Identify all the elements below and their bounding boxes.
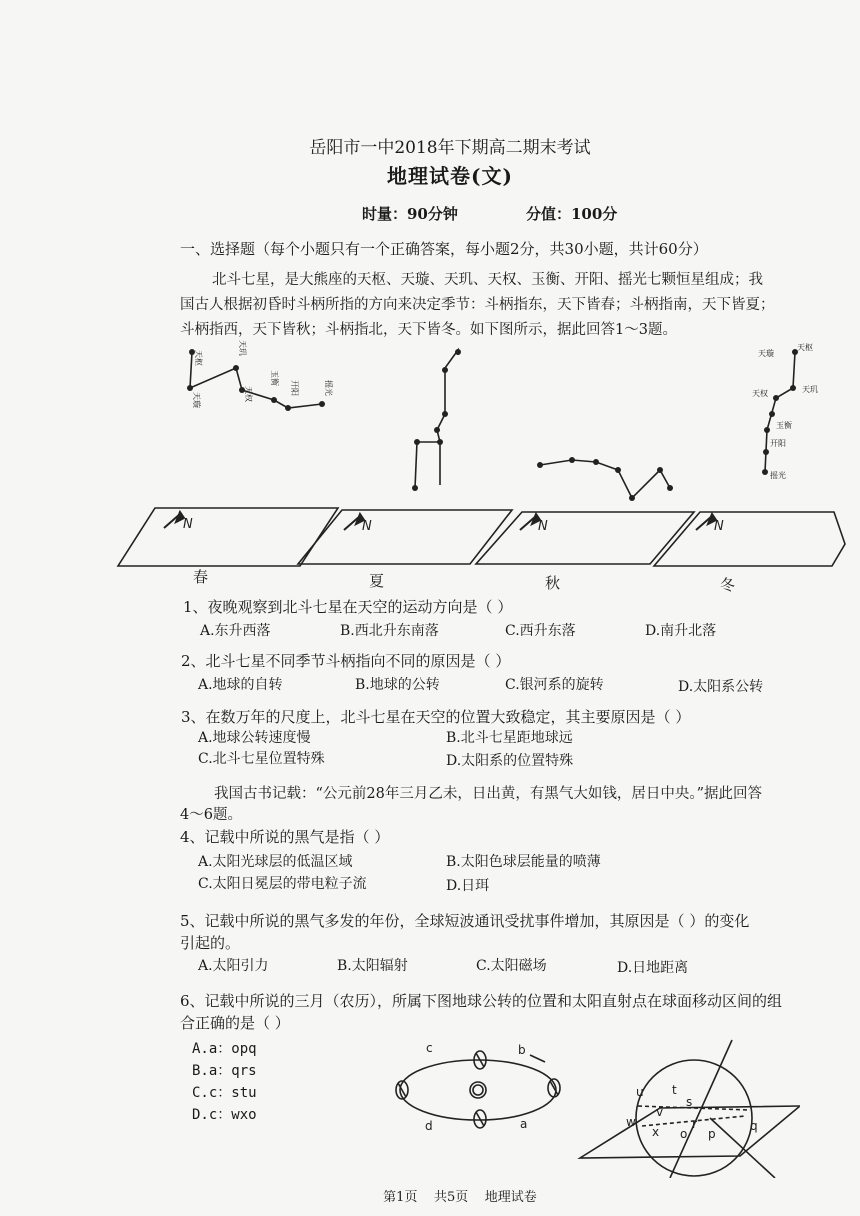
svg-text:r: r	[692, 1117, 697, 1131]
svg-text:x: x	[652, 1125, 660, 1139]
svg-text:天权: 天权	[752, 389, 768, 398]
season-summer: 夏	[369, 572, 385, 590]
svg-text:o: o	[680, 1127, 688, 1141]
dipper-autumn	[540, 460, 670, 498]
time-limit: 时量：90分钟	[362, 205, 458, 223]
passage-2-line-2: 4～6题。	[180, 807, 242, 823]
question-6-cont: 合正确的是（ ）	[180, 1014, 290, 1032]
svg-text:摇光: 摇光	[770, 471, 786, 480]
question-2: 2、北斗七星不同季节斗柄指向不同的原因是（ ）	[181, 652, 511, 670]
footer-total: 共5页	[433, 1190, 469, 1205]
q3-option-a: A.地球公转速度慢	[198, 730, 311, 746]
season-spring: 春	[193, 568, 209, 586]
orbit-label-b: b	[518, 1043, 526, 1057]
q4-option-d: D.日珥	[446, 878, 490, 894]
svg-text:v: v	[656, 1105, 664, 1119]
q3-option-d: D.太阳系的位置特殊	[446, 753, 574, 769]
svg-text:摇光: 摇光	[324, 380, 333, 396]
label-spring-1: 天枢	[194, 350, 203, 366]
q5-option-b: B.太阳辐射	[337, 958, 408, 974]
svg-text:s: s	[686, 1095, 693, 1109]
intro-line-2: 国古人根据初昏时斗柄所指的方向来决定季节：斗柄指东，天下皆春；斗柄指南，天下皆夏；	[180, 297, 775, 313]
q1-option-a: A.东升西落	[200, 623, 271, 639]
section-heading: 一、选择题（每个小题只有一个正确答案，每小题2分，共30小题，共计60分）	[180, 240, 708, 258]
question-6: 6、记载中所说的三月（农历），所属下图地球公转的位置和太阳直射点在球面移动区间的组	[180, 992, 783, 1010]
q5-option-d: D.日地距离	[617, 960, 689, 976]
q2-option-b: B.地球的公转	[355, 677, 440, 693]
orbit-label-a: a	[520, 1117, 528, 1131]
svg-text:天玑: 天玑	[802, 385, 818, 394]
dipper-spring	[190, 352, 322, 408]
svg-text:天枢: 天枢	[797, 343, 813, 352]
question-5: 5、记载中所说的黑气多发的年份，全球短波通讯受扰事件增加，其原因是（ ）的变化	[180, 912, 750, 930]
school-exam-title: 岳阳市一中2018年下期高二期末考试	[309, 138, 591, 158]
season-autumn: 秋	[545, 574, 561, 592]
q3-option-c: C.北斗七星位置特殊	[198, 751, 325, 767]
svg-text:N: N	[538, 519, 548, 534]
svg-text:u: u	[636, 1085, 644, 1099]
svg-text:N: N	[362, 519, 372, 534]
plane-spring	[118, 508, 338, 566]
plane-winter	[654, 512, 845, 566]
q5-option-c: C.太阳磁场	[476, 958, 547, 974]
q6-option-a: A.a：opq	[192, 1041, 257, 1057]
q6-option-c: C.c：stu	[192, 1085, 257, 1101]
svg-text:玉衡: 玉衡	[776, 421, 792, 430]
svg-text:p: p	[708, 1127, 716, 1141]
q4-option-a: A.太阳光球层的低温区域	[198, 854, 353, 870]
svg-text:q: q	[750, 1119, 758, 1133]
q3-option-b: B.北斗七星距地球远	[446, 730, 573, 746]
q1-option-c: C.西升东落	[505, 623, 576, 639]
svg-text:天权: 天权	[244, 386, 253, 402]
question-5-cont: 引起的。	[180, 934, 241, 952]
north-label-1: N	[183, 517, 193, 532]
q6-option-d: D.c：wxo	[192, 1107, 257, 1123]
q4-option-b: B.太阳色球层能量的喷薄	[446, 854, 601, 870]
orbit-globe-figure	[380, 1018, 800, 1178]
passage-2-line-1: 我国古书记载：“公元前28年三月乙未，日出黄，有黑气大如钱，居日中央。”据此回答	[214, 786, 763, 802]
q2-option-d: D.太阳系公转	[678, 679, 764, 695]
big-dipper-figure	[0, 330, 860, 600]
q4-option-c: C.太阳日冕层的带电粒子流	[198, 876, 367, 892]
plane-summer	[298, 510, 512, 564]
svg-text:开阳: 开阳	[770, 439, 786, 448]
page-footer	[0, 1186, 860, 1205]
subject-title: 地理试卷(文)	[387, 164, 513, 188]
q6-option-b: B.a：qrs	[192, 1063, 257, 1079]
footer-page: 第1页	[383, 1190, 418, 1205]
footer-subject: 地理试卷	[484, 1190, 537, 1205]
q2-option-c: C.银河系的旋转	[505, 677, 604, 693]
svg-text:t: t	[672, 1083, 677, 1097]
svg-text:天璇: 天璇	[758, 349, 774, 358]
q2-option-a: A.地球的自转	[198, 677, 283, 693]
dipper-winter	[765, 352, 795, 472]
svg-text:N: N	[714, 519, 724, 534]
intro-line-3: 斗柄指西，天下皆秋；斗柄指北，天下皆冬。如下图所示，据此回答1～3题。	[180, 322, 677, 338]
q5-option-a: A.太阳引力	[198, 958, 269, 974]
intro-line-1: 北斗七星，是大熊座的天枢、天璇、天玑、天权、玉衡、开阳、摇光七颗恒星组成；我	[212, 272, 763, 288]
orbit-label-c: c	[426, 1041, 433, 1055]
season-winter: 冬	[720, 576, 736, 594]
question-1: 1、夜晚观察到北斗七星在天空的运动方向是（ ）	[183, 598, 513, 616]
total-score: 分值：100分	[526, 205, 618, 223]
question-4: 4、记载中所说的黑气是指（ ）	[180, 828, 390, 846]
svg-text:玉衡: 玉衡	[270, 370, 279, 386]
q1-option-b: B.西北升东南落	[340, 623, 439, 639]
svg-text:天璇: 天璇	[192, 392, 201, 408]
orbit-label-d: d	[425, 1119, 433, 1133]
question-3: 3、在数万年的尺度上，北斗七星在天空的位置大致稳定，其主要原因是（ ）	[181, 708, 691, 726]
q1-option-d: D.南升北落	[645, 623, 717, 639]
svg-text:w: w	[626, 1115, 636, 1129]
svg-text:开阳: 开阳	[290, 380, 299, 396]
svg-text:天玑: 天玑	[238, 340, 247, 356]
